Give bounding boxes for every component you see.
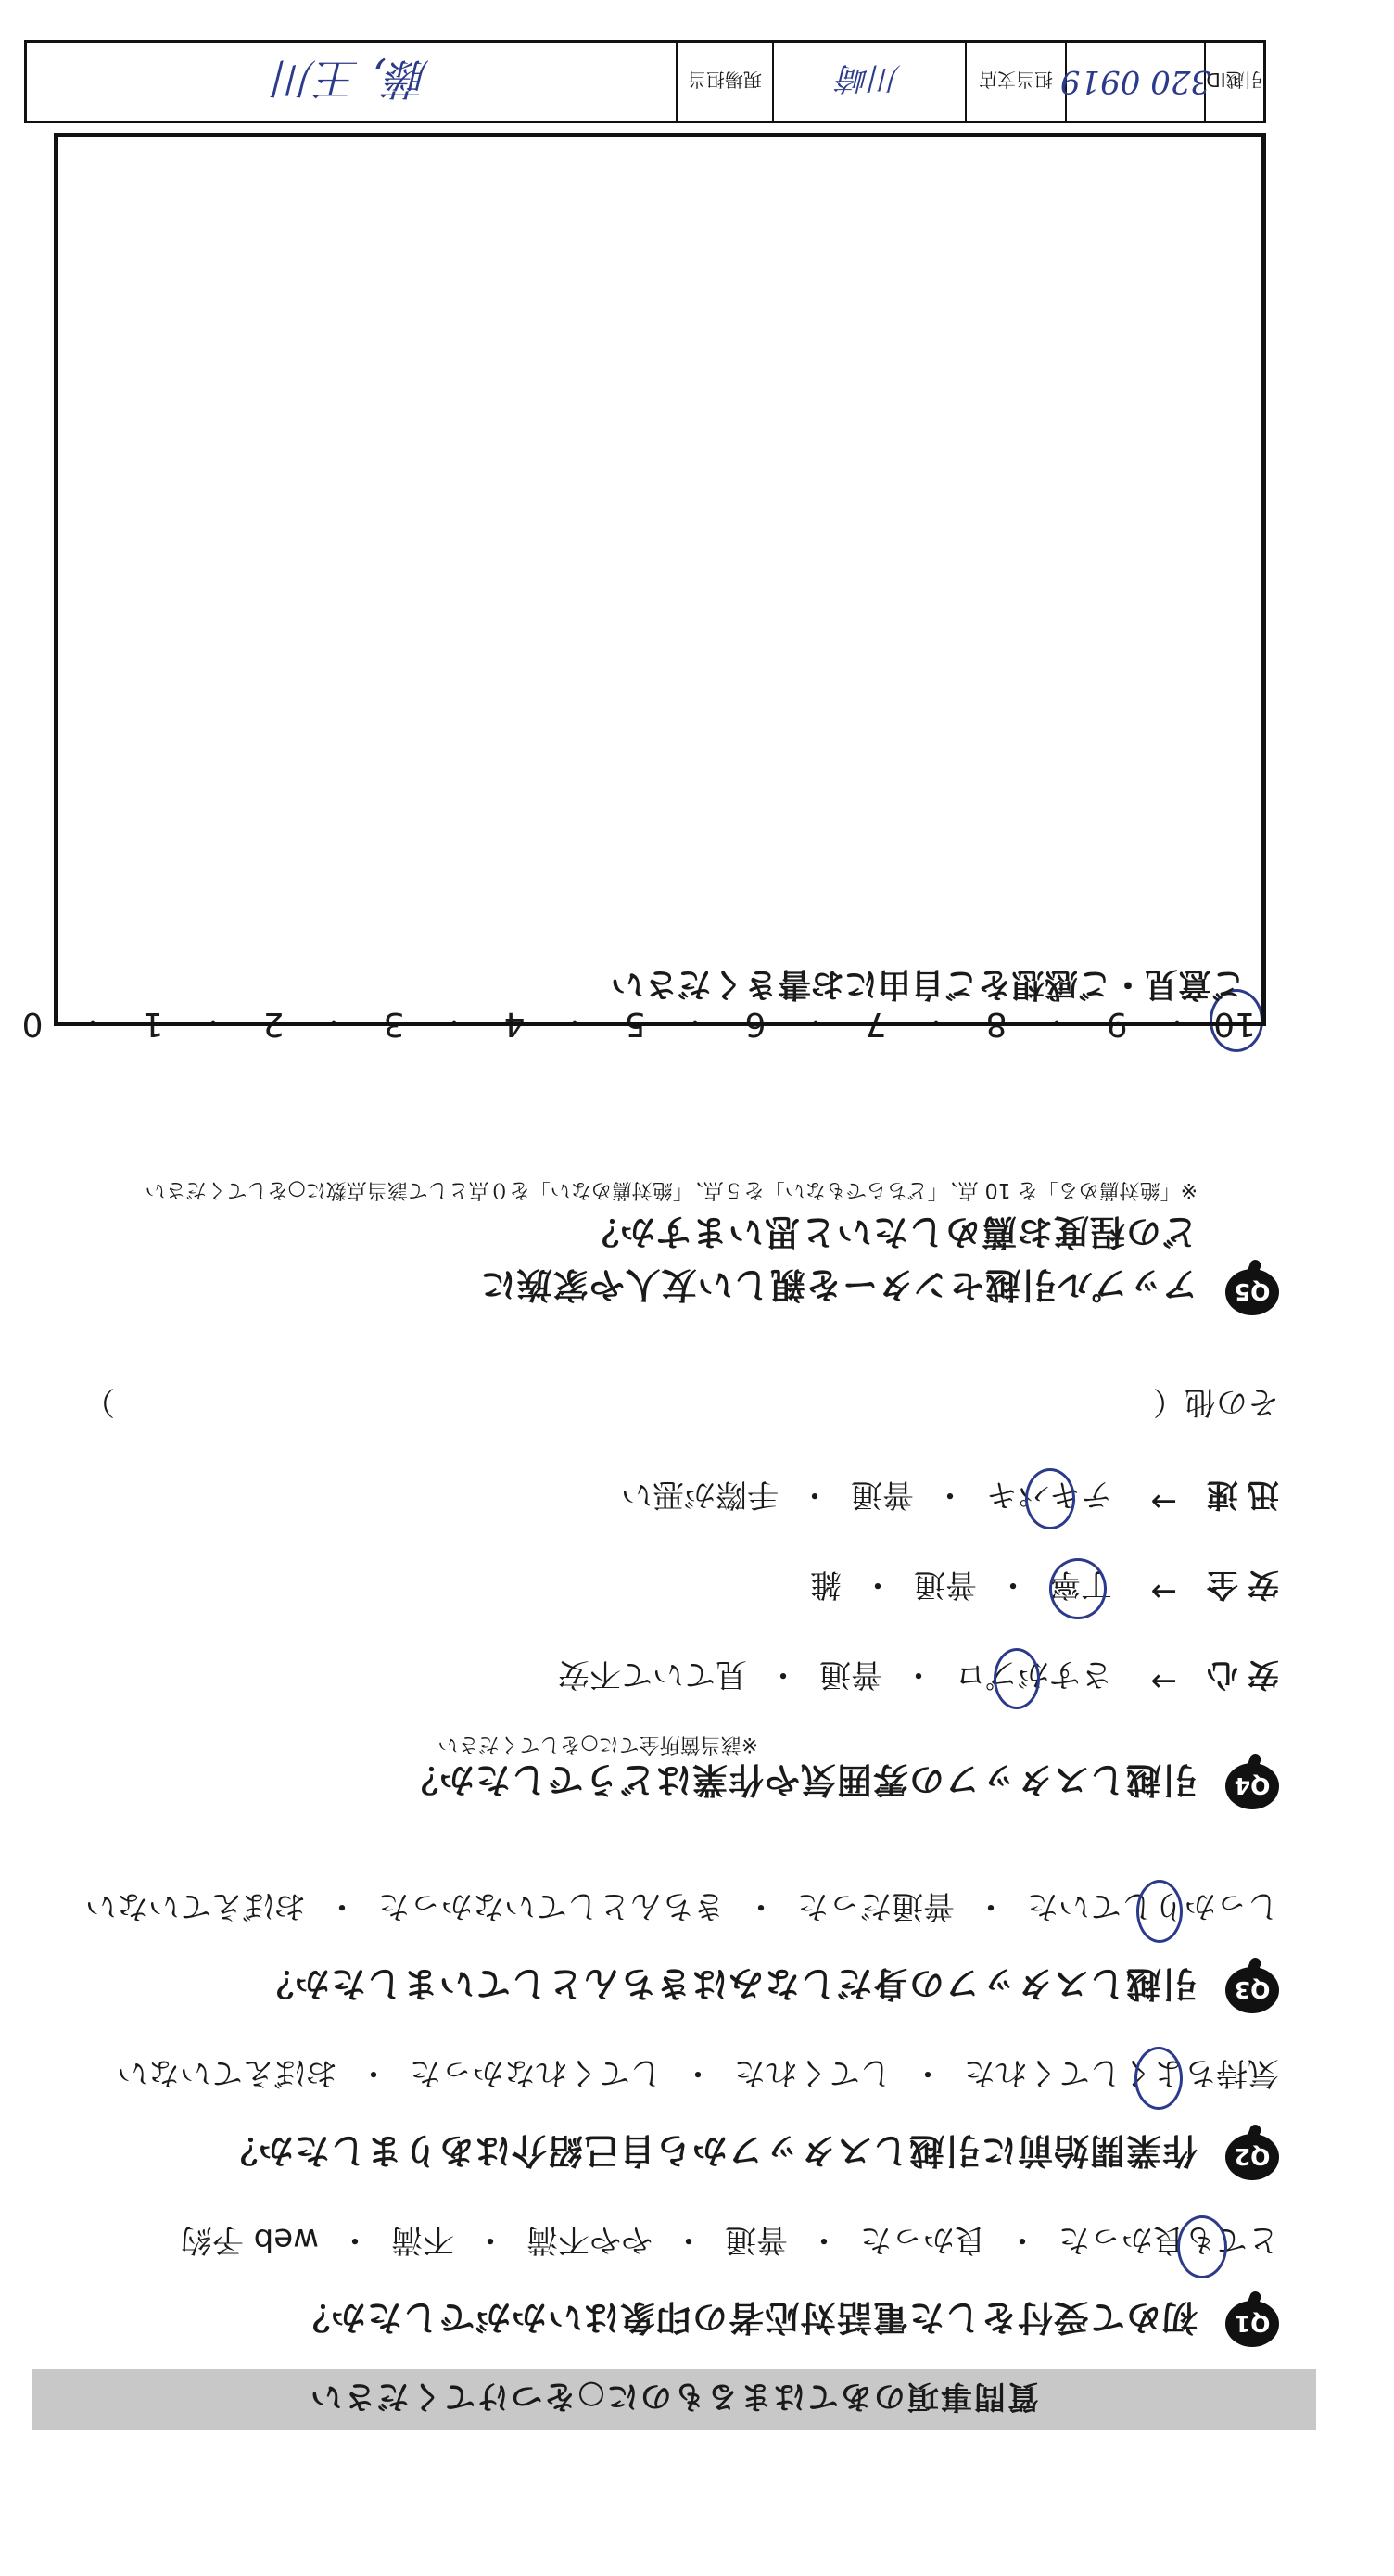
instruction-band: [32, 2369, 1316, 2430]
q4-row-label-speed: 迅速: [1198, 1476, 1279, 1513]
comment-title: ご意見・ご感想をご自由にお書きください: [610, 965, 1245, 1003]
q4-note: ※該当箇所全てに○をしてください: [437, 1732, 758, 1756]
score-option[interactable]: 6: [744, 1005, 767, 1043]
info-label-move-id: 引越ID: [1204, 43, 1263, 121]
q4-speed-option-clumsy[interactable]: 手際が悪い: [621, 1476, 779, 1513]
score-option[interactable]: 7: [865, 1005, 887, 1043]
instruction-text: 質問事項のあてはまるものに○をつけてください: [309, 2378, 1039, 2416]
q5-note: ※「絶対薦める」を 10 点、「どちらでもない」を５点、「絶対薦めない」を０点として該当点数に○をしてください: [145, 1178, 1198, 1201]
q3-text: 引越しスタッフの身だしなみはきちんとしていましたか？: [257, 1963, 1198, 2004]
score-option[interactable]: 0: [21, 1005, 44, 1043]
info-label-staff: 現場担当: [676, 43, 772, 121]
q3-option-neat[interactable]: しっかりしていた: [1027, 1886, 1279, 1932]
survey-sheet: 質問事項のあてはまるものに○をつけてください Q1 初めて受付をした電話対応者の印象はいかがでしたか？ とても良かった ・ 良かった ・ 普通 ・ やや不満 ・ 不満 ・ web 予約 Q2 作業開始前に引越しスタッフから自己紹介はありましたか？ 気持ちよくしてくれた ・ してくれた ・ してくれなかった ・ おぼえていない Q3 引越しスタッフの身だしなみはきちんとしていましたか？ しっかりしていた ・ 普通だった ・ きちんとしていなかった ・ おぼえていない Q4 引越しスタッフの雰囲気や作業はどうでしたか？ ※該当箇所全てに○をしてください 安心 → さすがプロ ・ 普通 ・ 見ていて不安 安全 → 丁寧 ・ 普通 ・ 雑 迅速 → テキパキ ・ 普通 ・ 手際が悪い その他（ ） Q5 アップル引越センターを親しい友人や家族に どの程度お薦めしたいと思いますか？ ※「絶対薦める」を 10 点、「どちらでもない」を５点、「絶対薦めない」を０点として該当点数に○をしてください 10 ・ 9 ・ 8 ・ 7 ・ 6 ・ 5 ・ 4 ・ 3 ・ 2 ・ 1 ・ 0 ご意見・ご感想をご自由にお書きください 引越ID 320 0919 担当支店 川崎 現場担当 藤, 王川: [32, 26, 1316, 2567]
q4-other-label: その他（: [1153, 1383, 1279, 1420]
q1-option-dissatisfied[interactable]: 不満: [391, 2221, 454, 2258]
q4-speed-option-normal[interactable]: 普通: [851, 1476, 914, 1513]
info-table: [24, 40, 1266, 123]
q5-text-line2: どの程度お薦めしたいと思いますか？: [582, 1212, 1198, 1252]
q4-other-close: ）: [83, 1383, 115, 1420]
q5-badge: Q5: [1225, 1269, 1279, 1315]
score-option[interactable]: 4: [503, 1005, 526, 1043]
q4-safety-option-rough[interactable]: 雑: [810, 1566, 842, 1603]
info-value-move-id: 320 0919: [1065, 43, 1204, 121]
q3-option-normal[interactable]: 普通だった: [797, 1887, 955, 1924]
info-label-branch: 担当支店: [965, 43, 1065, 121]
q1-option-normal[interactable]: 普通: [725, 2221, 788, 2258]
info-value-branch: 川崎: [772, 43, 965, 121]
q1-option-web-reservation[interactable]: web 予約: [180, 2221, 319, 2258]
q4-row-label-safety: 安全: [1198, 1566, 1279, 1603]
selection-circle: [1134, 2047, 1183, 2110]
q3-options: しっかりしていた ・ 普通だった ・ きちんとしていなかった ・ おぼえていない: [85, 1886, 1279, 1932]
q4-row-label-relief: 安心: [1198, 1656, 1279, 1693]
score-option[interactable]: 9: [1106, 1005, 1128, 1043]
info-value-staff: 藤, 王川: [273, 54, 429, 104]
q2-option-did-not[interactable]: してくれなかった: [410, 2054, 662, 2091]
q4-other-field[interactable]: [1153, 1382, 1279, 1428]
score-option[interactable]: 3: [383, 1005, 405, 1043]
q2-options: 気持ちよくしてくれた ・ してくれた ・ してくれなかった ・ おぼえていない: [117, 2053, 1279, 2099]
q4-badge: Q4: [1225, 1763, 1279, 1809]
q2-badge: Q2: [1225, 2134, 1279, 2180]
q4-relief-option-normal[interactable]: 普通: [819, 1656, 882, 1693]
q3-option-dont-remember[interactable]: おぼえていない: [85, 1887, 306, 1924]
score-option[interactable]: 8: [985, 1005, 1007, 1043]
selection-circle: [1177, 2215, 1227, 2278]
comment-box[interactable]: [54, 133, 1266, 1026]
q2-text: 作業開始前に引越しスタッフから自己紹介はありましたか？: [221, 2130, 1198, 2171]
q3-badge: Q3: [1225, 1967, 1279, 2013]
q2-option-dont-remember[interactable]: おぼえていない: [117, 2054, 337, 2091]
selection-circle: [1136, 1880, 1183, 1943]
q5-text-line1: アップル引越センターを親しい友人や家族に: [479, 1264, 1198, 1305]
q1-badge: Q1: [1225, 2301, 1279, 2347]
q4-row-relief-options: さすがプロ ・ 普通 ・ 見ていて不安: [558, 1655, 1112, 1700]
selection-circle: [1049, 1558, 1107, 1619]
score-option[interactable]: 1: [142, 1005, 164, 1043]
q1-text: 初めて受付をした電話対応者の印象はいかがでしたか？: [293, 2297, 1198, 2338]
q4-safety-option-careful[interactable]: 丁寧: [1049, 1565, 1112, 1610]
score-option[interactable]: 5: [624, 1005, 646, 1043]
selection-circle: [1025, 1468, 1075, 1529]
q3-option-not-neat[interactable]: きちんとしていなかった: [378, 1887, 725, 1924]
q4-relief-option-pro[interactable]: さすがプロ: [955, 1655, 1112, 1700]
q4-safety-option-normal[interactable]: 普通: [914, 1566, 977, 1603]
q1-option-good[interactable]: 良かった: [860, 2221, 986, 2258]
q4-text: 引越しスタッフの雰囲気や作業はどうでしたか？: [401, 1759, 1198, 1800]
q1-option-slightly-dissatisfied[interactable]: やや不満: [526, 2221, 653, 2258]
q5-score-scale: 10 ・ 9 ・ 8 ・ 7 ・ 6 ・ 5 ・ 4 ・ 3 ・ 2 ・ 1 ・ 0: [14, 1005, 1256, 1043]
score-option[interactable]: 10: [1219, 1005, 1256, 1043]
score-option[interactable]: 2: [262, 1005, 285, 1043]
q2-option-did[interactable]: してくれた: [734, 2054, 892, 2091]
q4-row-speed-options: テキパキ ・ 普通 ・ 手際が悪い: [621, 1475, 1112, 1520]
q1-options: とても良かった ・ 良かった ・ 普通 ・ やや不満 ・ 不満 ・ web 予約: [181, 2220, 1279, 2265]
q1-option-very-good[interactable]: とても良かった: [1058, 2220, 1279, 2265]
q2-option-gladly[interactable]: 気持ちよくしてくれた: [964, 2053, 1279, 2099]
q4-row-safety-options: 丁寧 ・ 普通 ・ 雑: [810, 1565, 1112, 1610]
selection-circle: [994, 1648, 1040, 1709]
q4-speed-option-brisk[interactable]: テキパキ: [986, 1475, 1112, 1520]
q4-relief-option-uneasy[interactable]: 見ていて不安: [558, 1656, 747, 1693]
